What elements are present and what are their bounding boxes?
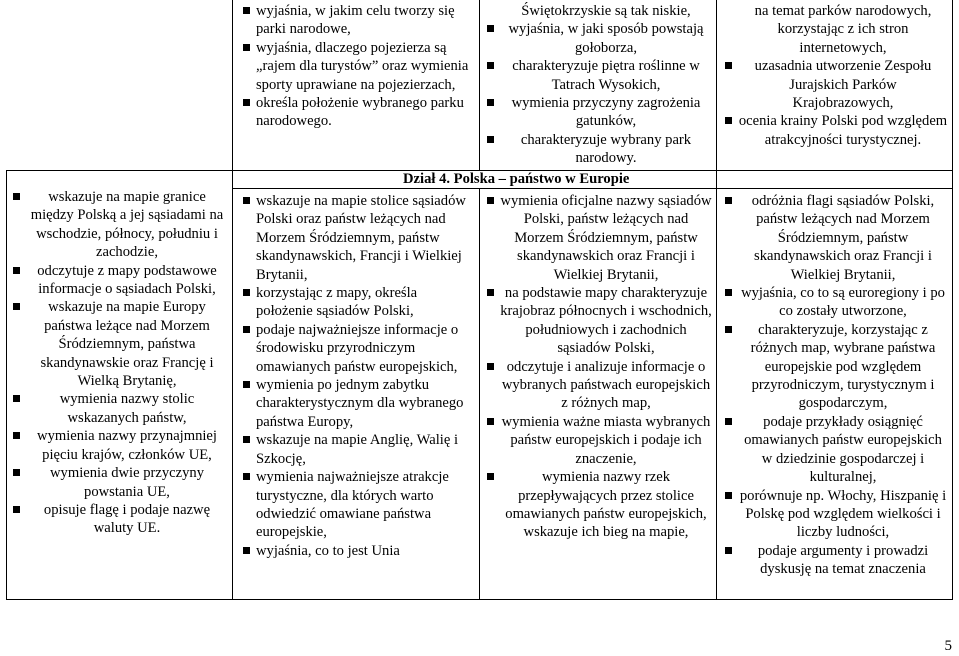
list-item: wymienia nazwy rzek przepływających przez stolice omawianych państw europejskich, wskazuje ich bieg na mapie,: [484, 468, 712, 542]
list-item: odczytuje z mapy podstawowe informacje o sąsiadach Polski,: [10, 262, 228, 299]
bottom-cell-col4: [722, 192, 948, 579]
top-cell-col3: [484, 2, 712, 168]
list-item: wymienia po jednym zabytku charakterystycznym dla wybranego państwa Europy,: [240, 376, 472, 431]
table-border-bottom: [6, 599, 953, 600]
list-item: porównuje np. Włochy, Hiszpanię i Polskę pod względem wielkości i liczby ludności,: [722, 487, 948, 542]
list-item: odczytuje i analizuje informacje o wybranych państwach europejskich z różnych map,: [484, 358, 712, 413]
top-col4-list: [722, 2, 948, 149]
list-item: uzasadnia utworzenie Zespołu Jurajskich Parków Krajobrazowych,: [722, 57, 948, 112]
top-cell-col4: [722, 2, 948, 149]
list-item: charakteryzuje piętra roślinne w Tatrach Wysokich,: [484, 57, 712, 94]
column-divider-3: [716, 0, 717, 600]
list-item: wskazuje na mapie Anglię, Walię i Szkocję,: [240, 431, 472, 468]
list-item: ocenia krainy Polski pod względem atrakcyjności turystycznej.: [722, 112, 948, 149]
list-item: wyjaśnia, w jaki sposób powstają gołoborza,: [484, 20, 712, 57]
list-item: wymienia ważne miasta wybranych państw europejskich i podaje ich znaczenie,: [484, 413, 712, 468]
list-item: wymienia przyczyny zagrożenia gatunków,: [484, 94, 712, 131]
list-item: wyjaśnia, co to jest Unia: [240, 542, 472, 560]
top-col2-list: [240, 2, 472, 131]
list-item: wyjaśnia, dlaczego pojezierza są „rajem dla turystów” oraz wymienia sporty uprawiane na pojezierzach,: [240, 39, 472, 94]
bottom-col2-list: [240, 192, 472, 560]
list-item: wyjaśnia, w jakim celu tworzy się parki narodowe,: [240, 2, 472, 39]
column-divider-2-top: [479, 0, 480, 170]
list-item: wymienia oficjalne nazwy sąsiadów Polski, państw leżących nad Morzem Śródziemnym, państw skandynawskich oraz Francji i Wielkiej Brytanii,: [484, 192, 712, 284]
top-col3-list: [484, 2, 712, 168]
table-border-left: [6, 170, 7, 600]
section-row-bottom: [232, 188, 952, 189]
page-number: 5: [944, 638, 952, 654]
list-item: określa położenie wybranego parku narodowego.: [240, 94, 472, 131]
list-item: podaje argumenty i prowadzi dyskusję na temat znaczenia: [722, 542, 948, 579]
list-item: wymienia nazwy stolic wskazanych państw,: [10, 390, 228, 427]
bottom-col3-list: [484, 192, 712, 542]
list-item: korzystając z mapy, określa położenie sąsiadów Polski,: [240, 284, 472, 321]
column-divider-2-bottom: [479, 188, 480, 600]
list-item: podaje przykłady osiągnięć omawianych państw europejskich w dziedzinie gospodarczej i kulturalnej,: [722, 413, 948, 487]
list-item: charakteryzuje, korzystając z różnych map, wybrane państwa europejskie pod względem przyrodniczym, turystycznym i gospodarczym,: [722, 321, 948, 413]
section-title-text: Dział 4. Polska – państwo w Europie: [403, 171, 630, 187]
top-cell-col2: [240, 2, 472, 131]
bottom-cell-col1: [10, 188, 228, 538]
bottom-cell-col3: [484, 192, 712, 542]
bottom-col1-list: [10, 188, 228, 538]
list-item: Świętokrzyskie są tak niskie,: [521, 3, 691, 19]
list-item: wymienia dwie przyczyny powstania UE,: [10, 464, 228, 501]
list-item: wymienia najważniejsze atrakcje turystyczne, dla których warto odwiedzić omawiane państwa europejskie,: [240, 468, 472, 542]
list-item: na temat parków narodowych, korzystając z ich stron internetowych,: [754, 3, 932, 56]
list-item: wskazuje na mapie granice między Polską a jej sąsiadami na wschodzie, północy, południu i zachodzie,: [10, 188, 228, 262]
list-item: podaje najważniejsze informacje o środowisku przyrodniczym omawianych państw europejskich,: [240, 321, 472, 376]
bottom-col4-list: [722, 192, 948, 579]
table-border-right: [952, 0, 953, 600]
list-item: wskazuje na mapie Europy państwa leżące nad Morzem Śródziemnym, państwa skandynawskie oraz Francję i Wielką Brytanię,: [10, 298, 228, 390]
list-item: na podstawie mapy charakteryzuje krajobraz północnych i wschodnich, południowych i zachodnich sąsiadów Polski,: [484, 284, 712, 358]
list-item: wyjaśnia, co to są euroregiony i po co zostały utworzone,: [722, 284, 948, 321]
column-divider-1: [232, 0, 233, 600]
bottom-cell-col2: [240, 192, 472, 560]
list-item: wymienia nazwy przynajmniej pięciu krajów, członków UE,: [10, 427, 228, 464]
list-item: odróżnia flagi sąsiadów Polski, państw leżących nad Morzem Śródziemnym, państw skandynawskich oraz Francji i Wielkiej Brytanii,: [722, 192, 948, 284]
list-item: wskazuje na mapie stolice sąsiadów Polski oraz państw leżących nad Morzem Śródziemnym, państw skandynawskich, Francji i Wielkiej Brytanii,: [240, 192, 472, 284]
list-item: charakteryzuje wybrany park narodowy.: [484, 131, 712, 168]
list-item: opisuje flagę i podaje nazwę waluty UE.: [10, 501, 228, 538]
first-column-top: [6, 170, 232, 171]
